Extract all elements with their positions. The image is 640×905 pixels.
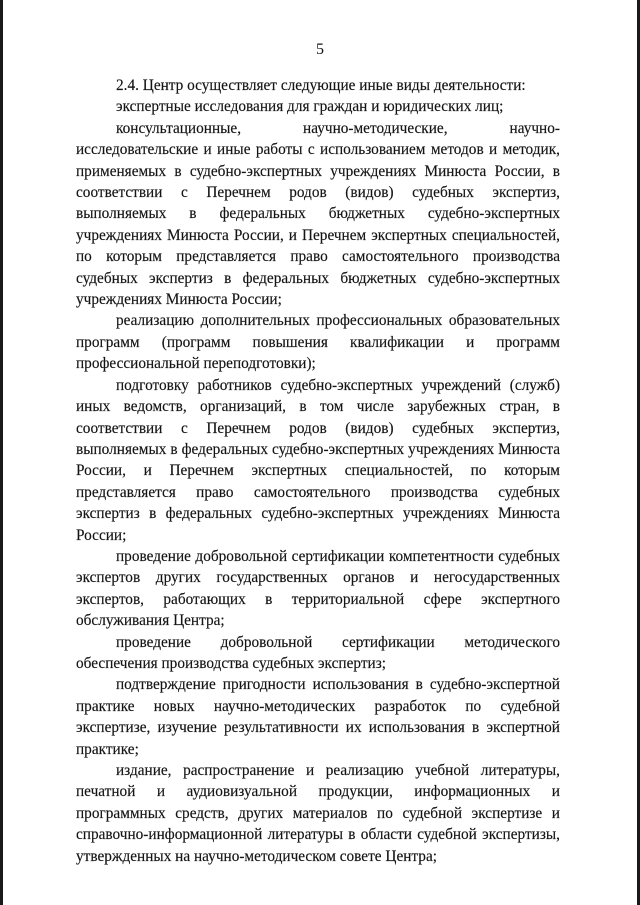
scan-left-edge bbox=[0, 0, 3, 905]
paragraph-method-certification: проведение добровольной сертификации методического обеспечения производства судебных экспертиз; bbox=[76, 633, 560, 672]
paragraph-staff-training: подготовку работников судебно-экспертных учреждений (служб) иных ведомств, организаций, в том числе зарубежных стран, в соответствии с Перечнем родов (видов) судебных экспертиз, выполняемых в федеральных судебно-экспертных учреждениях Минюста России, и Перечнем экспертных специальностей, по которым представляется право самостоятельного производства судебных экспертиз в федеральных судебно-экспертных учреждениях Минюста России; bbox=[76, 376, 560, 544]
paragraph-section-heading: 2.4. Центр осуществляет следующие иные виды деятельности: bbox=[116, 77, 526, 94]
paragraph-method-validation: подтверждение пригодности использования в судебно-экспертной практике новых научно-методических разработок по судебной экспертизе, изучение результативности их использования в экспертной практике; bbox=[76, 676, 560, 758]
paragraph-expert-certification: проведение добровольной сертификации компетентности судебных экспертов других государственных органов и негосударственных экспертов, работающих в территориальной сфере экспертного обслуживания Центра; bbox=[76, 547, 560, 630]
paragraph-education-programs: реализацию дополнительных профессиональных образовательных программ (программ повышения квалификации и программ профессиональной переподготовки); bbox=[76, 312, 560, 373]
page-number: 5 bbox=[316, 41, 324, 58]
paragraph-publishing: издание, распространение и реализацию учебной литературы, печатной и аудиовизуальной продукции, информационных и программных средств, других материалов по судебной экспертизе и справочно-информационной литературы в области судебной экспертизы, утвержденных на научно-методическом совете Центра; bbox=[76, 762, 560, 865]
paragraph-consulting-works: консультационные, научно-методические, научно-исследовательские и иные работы с использованием методов и методик, применяемых в судебно-экспертных учреждениях Минюста России, в соответствии с Перечнем родов (видов) судебных экспертиз, выполняемых в федеральных бюджетных судебно-экспертных учреждениях Минюста России, и Перечнем экспертных специальностей, по которым представляется право самостоятельного производства судебных экспертиз в федеральных бюджетных судебно-экспертных учреждениях Минюста России; bbox=[76, 119, 560, 309]
document-body bbox=[76, 75, 560, 867]
paragraph-expert-research: экспертные исследования для граждан и юридических лиц; bbox=[116, 98, 504, 116]
